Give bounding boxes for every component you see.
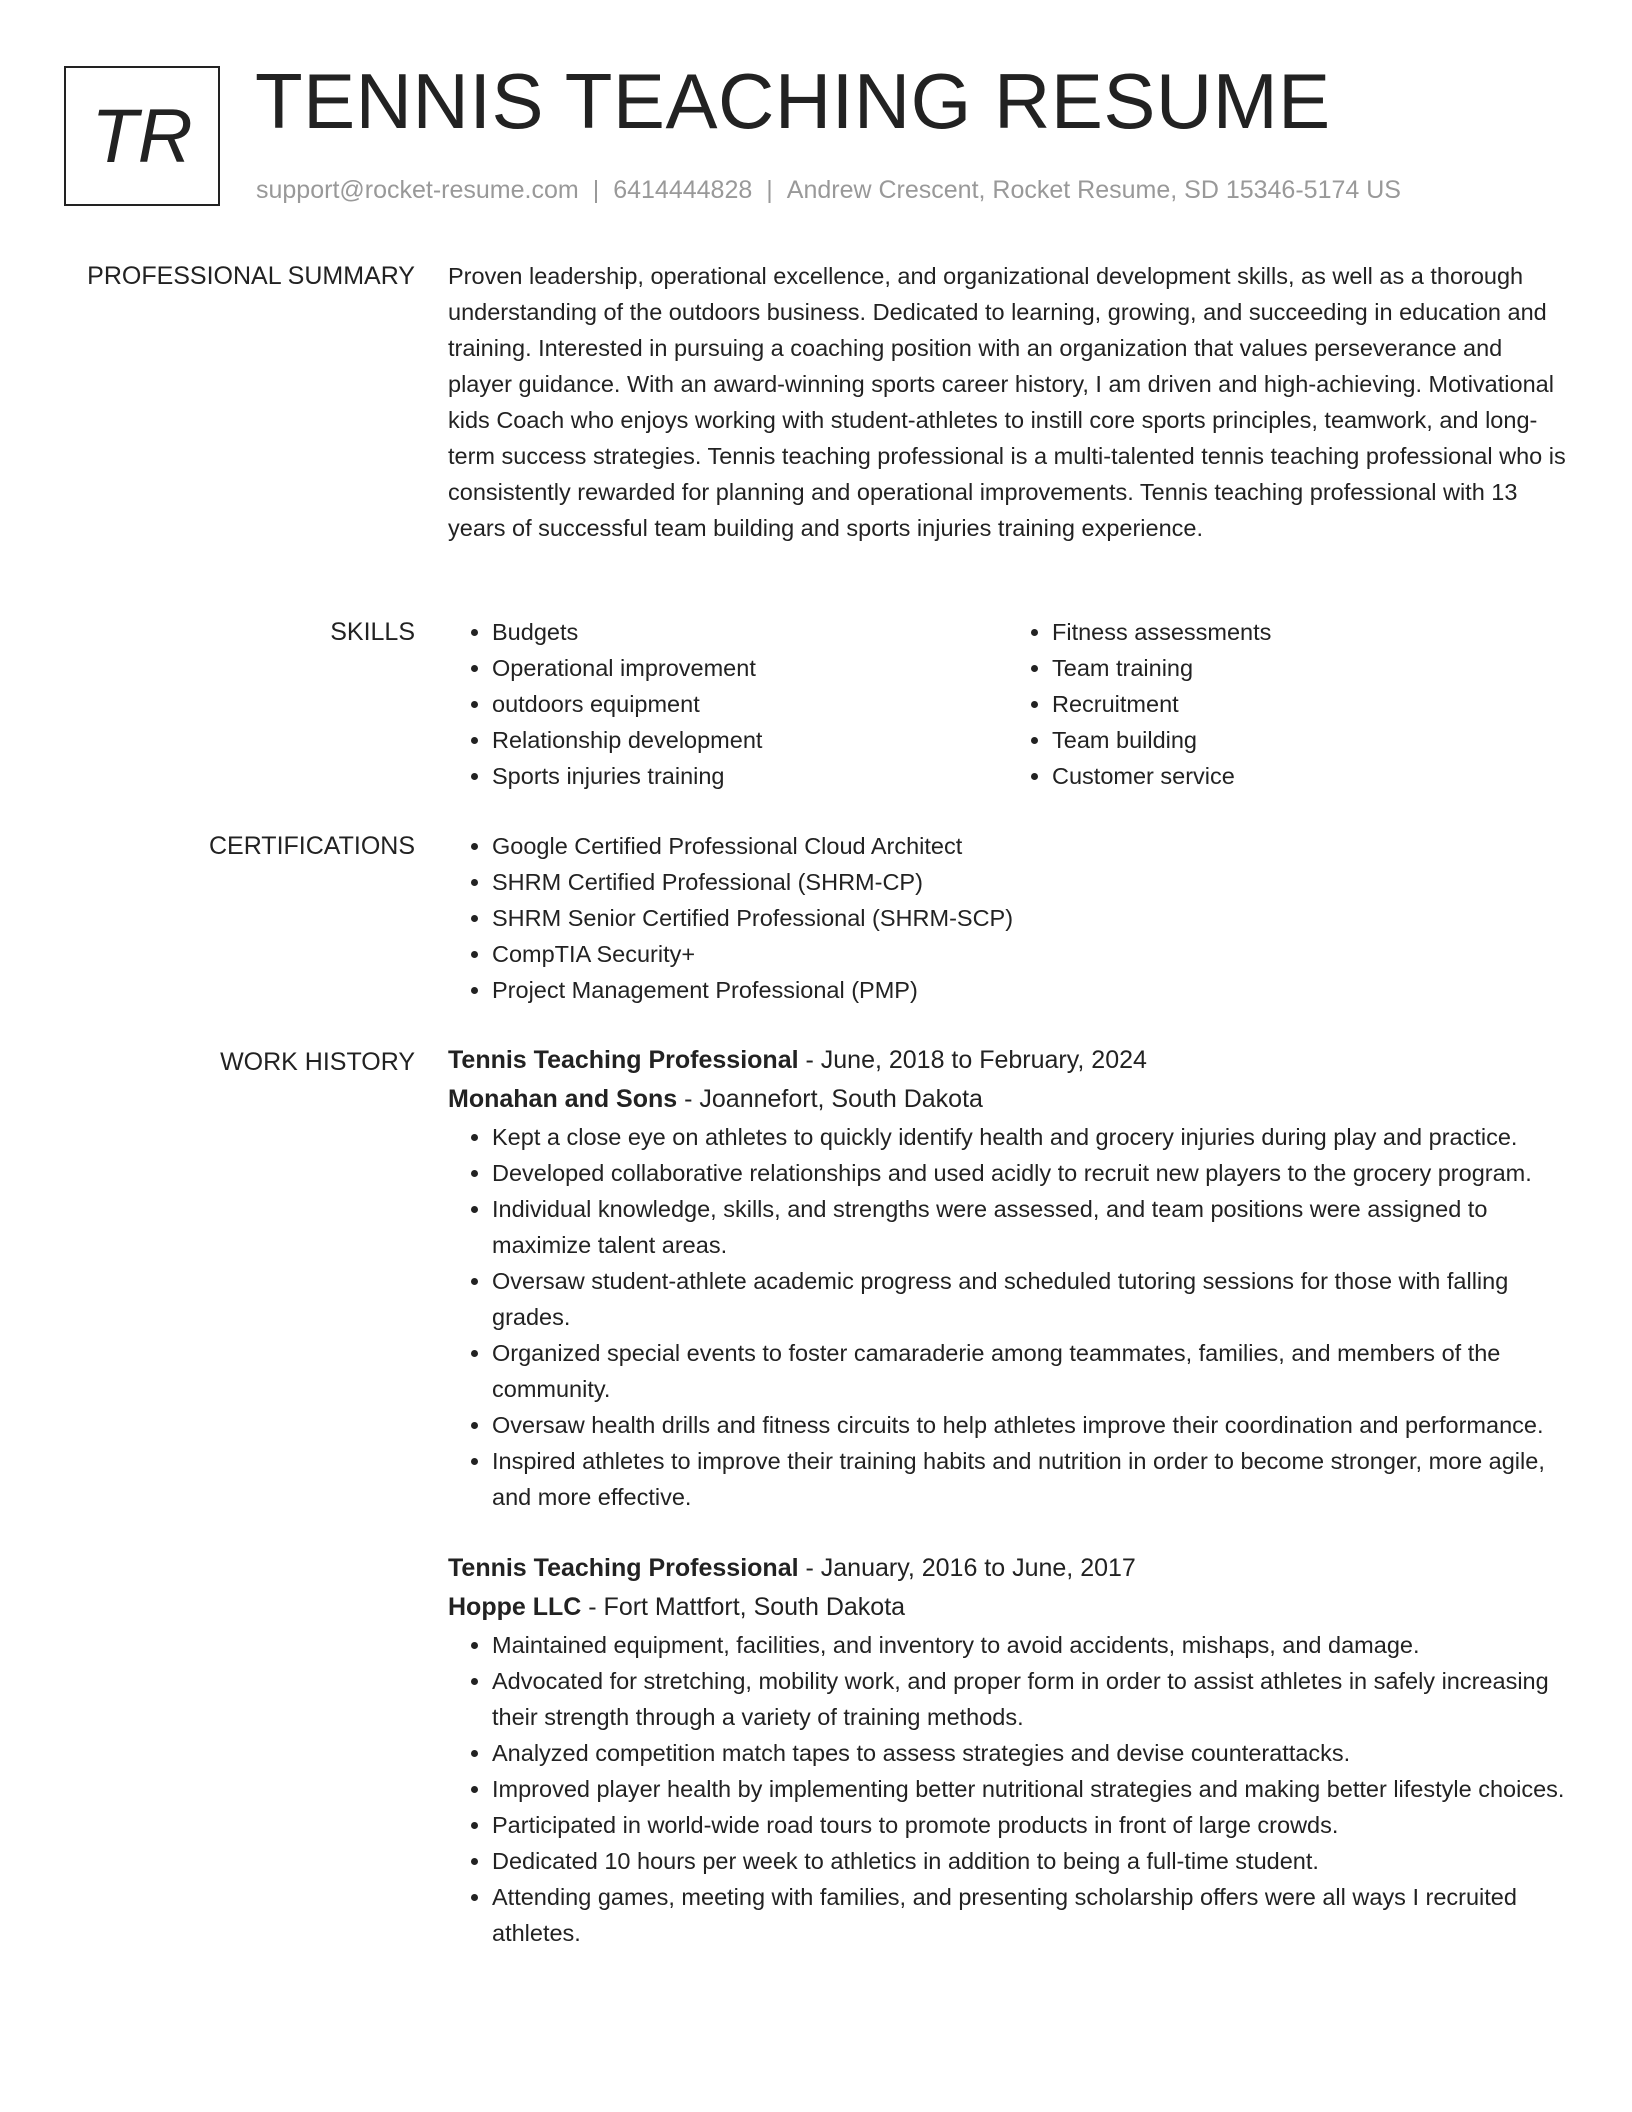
job-bullet: • Oversaw student-athlete academic progress and scheduled tutoring sessions for those with falling grades.	[492, 1263, 1568, 1335]
skill-item: • Fitness assessments	[1052, 614, 1568, 650]
skills-list-left	[448, 614, 1008, 794]
certification-item: • Project Management Professional (PMP)	[492, 972, 1568, 1008]
job-title-line	[448, 1041, 1568, 1080]
summary-text: Proven leadership, operational excellence, and organizational development skills, as well as a thorough understanding of the outdoors business. Dedicated to learning, growing, and succeeding in education and training. Interested in pursuing a coaching position with an organization that values perseverance and player guidance. With an award-winning sports career history, I am driven and high-achieving. Motivational kids Coach who enjoys working with student-athletes to instill core sports principles, teamwork, and long-term success strategies. Tennis teaching professional is a multi-talented tennis teaching professional who is consistently rewarded for planning and operational improvements. Tennis teaching professional with 13 years of successful team building and sports injuries training experience.	[448, 263, 1566, 541]
certification-item: • SHRM Certified Professional (SHRM-CP)	[492, 864, 1568, 900]
job-entry	[448, 1549, 1568, 1951]
job-bullet: • Improved player health by implementing better nutritional strategies and making better lifestyle choices.	[492, 1771, 1568, 1807]
skill-item: • Team training	[1052, 650, 1568, 686]
job-bullets	[448, 1627, 1568, 1951]
job-entry	[448, 1041, 1568, 1515]
job-location: - Fort Mattfort, South Dakota	[581, 1593, 906, 1621]
section-label-summary: PROFESSIONAL SUMMARY	[87, 262, 415, 290]
job-bullet: • Kept a close eye on athletes to quickly identify health and grocery injuries during play and practice.	[492, 1119, 1568, 1155]
job-bullets	[448, 1119, 1568, 1515]
certification-item: • CompTIA Security+	[492, 936, 1568, 972]
job-company: Hoppe LLC	[448, 1593, 582, 1621]
contact-phone: 6414444828	[613, 176, 753, 204]
section-label-work-history: WORK HISTORY	[220, 1048, 415, 1076]
skill-item: • Team building	[1052, 722, 1568, 758]
resume-title: TENNIS TEACHING RESUME	[255, 57, 1331, 145]
section-label-certifications: CERTIFICATIONS	[208, 832, 415, 860]
job-bullet: • Inspired athletes to improve their training habits and nutrition in order to become stronger, more agile, and more effective.	[492, 1443, 1568, 1515]
skill-item: • Budgets	[492, 614, 1008, 650]
skill-item: • Sports injuries training	[492, 758, 1008, 794]
job-bullet: • Developed collaborative relationships and used acidly to recruit new players to the grocery program.	[492, 1155, 1568, 1191]
contact-separator: |	[592, 176, 600, 204]
job-bullet: • Participated in world-wide road tours to promote products in front of large crowds.	[492, 1807, 1568, 1843]
contact-separator: |	[766, 176, 773, 204]
skill-item: • Operational improvement	[492, 650, 1008, 686]
job-company-line	[448, 1080, 1568, 1119]
skill-item: • Relationship development	[492, 722, 1008, 758]
job-bullet: • Analyzed competition match tapes to assess strategies and devise counterattacks.	[492, 1735, 1568, 1771]
contact-line	[256, 176, 1401, 205]
job-bullet: • Individual knowledge, skills, and strengths were assessed, and team positions were assigned to maximize talent areas.	[492, 1191, 1568, 1263]
section-label-skills: SKILLS	[330, 618, 415, 646]
job-bullet: • Attending games, meeting with families, and presenting scholarship offers were all ways I recruited athletes.	[492, 1879, 1568, 1951]
job-bullet: • Advocated for stretching, mobility work, and proper form in order to assist athletes in safely increasing their strength through a variety of training methods.	[492, 1663, 1568, 1735]
skills-list-right	[1008, 614, 1568, 794]
skill-item: • Recruitment	[1052, 686, 1568, 722]
certifications-list	[448, 828, 1568, 1008]
job-location: - Joannefort, South Dakota	[677, 1085, 983, 1113]
job-bullet: • Oversaw health drills and fitness circuits to help athletes improve their coordination and performance.	[492, 1407, 1568, 1443]
certification-item: • SHRM Senior Certified Professional (SHRM-SCP)	[492, 900, 1568, 936]
job-title: Tennis Teaching Professional	[448, 1046, 799, 1074]
job-bullet: • Organized special events to foster camaraderie among teammates, families, and members of the community.	[492, 1335, 1568, 1407]
job-dates: - June, 2018 to February, 2024	[798, 1046, 1147, 1074]
job-company-line	[448, 1588, 1568, 1627]
job-company: Monahan and Sons	[448, 1085, 678, 1113]
skill-item: • Customer service	[1052, 758, 1568, 794]
job-bullet: • Maintained equipment, facilities, and inventory to avoid accidents, mishaps, and damage.	[492, 1627, 1568, 1663]
contact-email: support@rocket-resume.com	[256, 176, 579, 204]
job-dates: - January, 2016 to June, 2017	[798, 1554, 1136, 1582]
job-bullet: • Dedicated 10 hours per week to athletics in addition to being a full-time student.	[492, 1843, 1568, 1879]
skill-item: • outdoors equipment	[492, 686, 1008, 722]
contact-address: Andrew Crescent, Rocket Resume, SD 15346-5174 US	[786, 176, 1401, 204]
job-title-line	[448, 1549, 1568, 1588]
job-title: Tennis Teaching Professional	[448, 1554, 799, 1582]
certification-item: • Google Certified Professional Cloud Architect	[492, 828, 1568, 864]
monogram-logo: TR	[64, 66, 220, 206]
